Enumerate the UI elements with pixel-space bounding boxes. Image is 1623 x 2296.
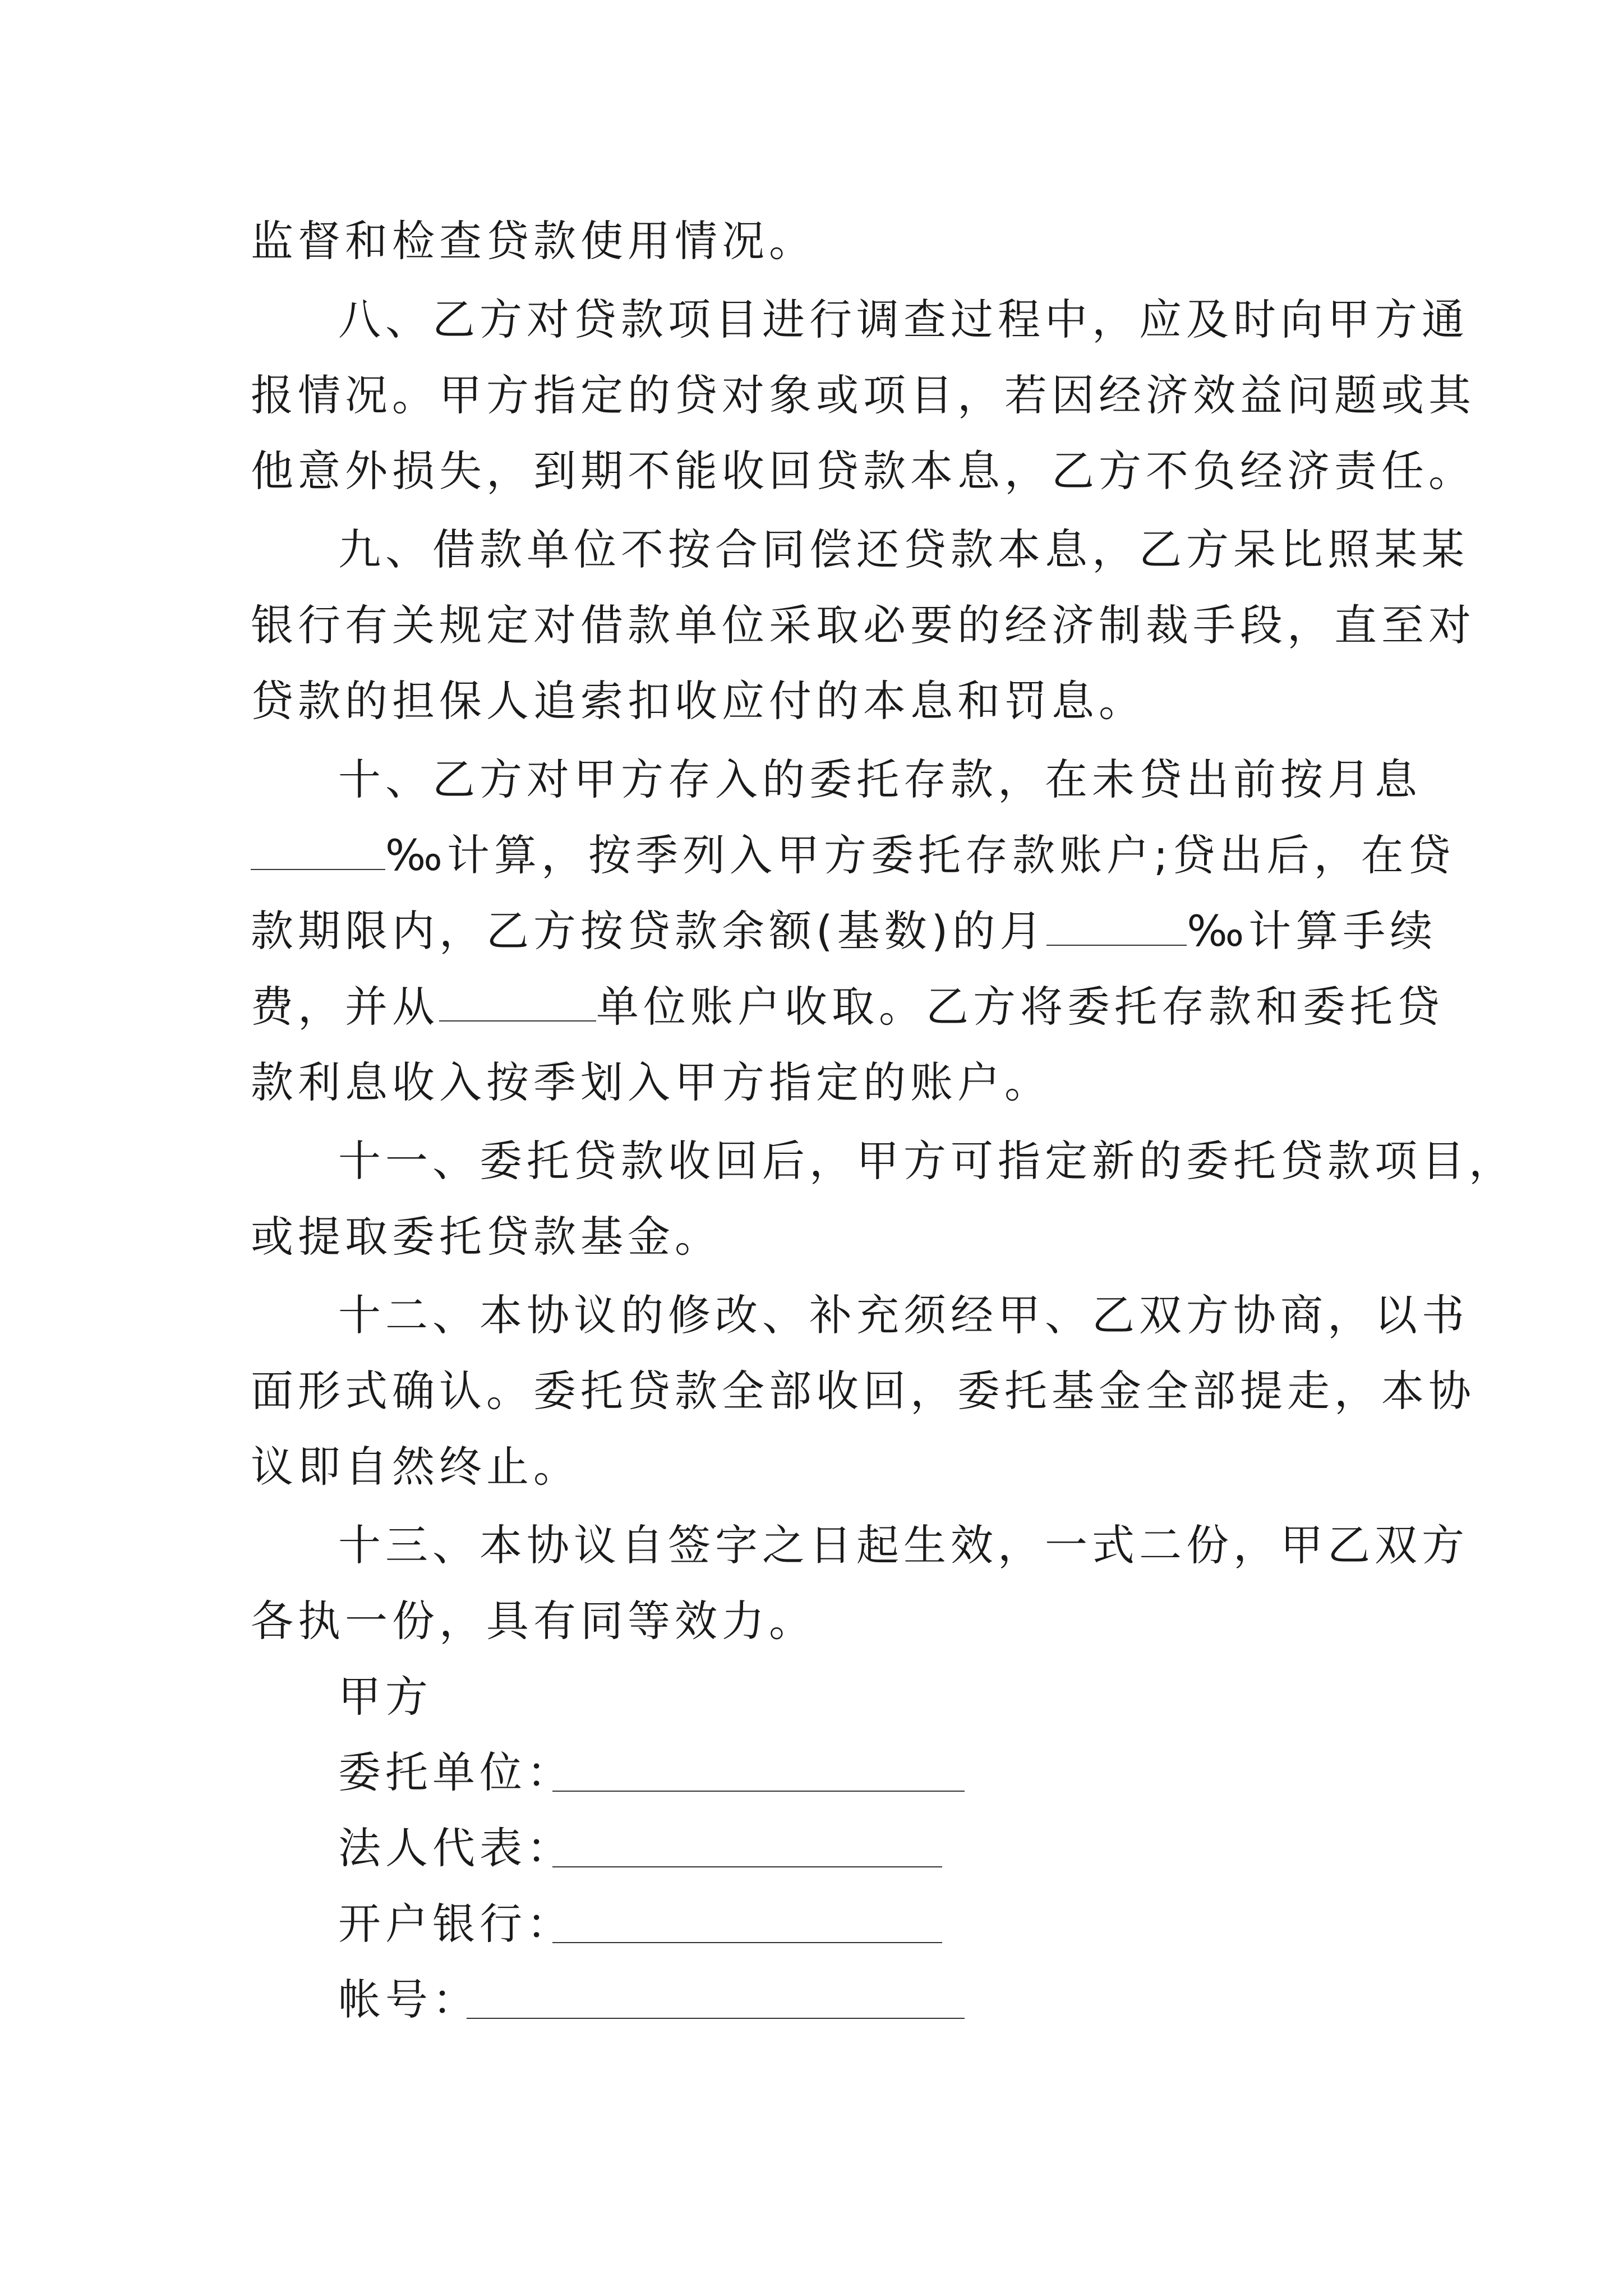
paragraph-11-line-2: 或提取委托贷款基金。	[251, 1212, 722, 1262]
paragraph-11-line-1: 十一、委托贷款收回后，甲方可指定新的委托贷款项目，	[338, 1136, 1516, 1186]
paragraph-7-tail: 监督和检查贷款使用情况。	[251, 216, 816, 266]
paragraph-8-line-3: 他意外损失，到期不能收回贷款本息，乙方不负经济责任。	[251, 446, 1476, 496]
paragraph-10-line-3-text-b: ‰计算手续	[1187, 906, 1437, 956]
paragraph-10-line-5: 款利息收入按季划入甲方指定的账户。	[251, 1057, 1052, 1107]
paragraph-10-line-4-text-b: 单位账户收取。乙方将委托存款和委托贷	[596, 982, 1444, 1032]
paragraph-10-line-2-text: ‰计算，按季列入甲方委托存款账户;贷出后，在贷	[385, 830, 1455, 880]
paragraph-10-line-1: 十、乙方对甲方存入的委托存款，在未贷出前按月息	[338, 754, 1422, 804]
paragraph-9-line-2: 银行有关规定对借款单位采取必要的经济制裁手段，直至对	[251, 600, 1476, 650]
paragraph-13-line-2: 各执一份，具有同等效力。	[251, 1596, 816, 1646]
paragraph-10-line-4-text-a: 费，并从	[251, 982, 439, 1032]
fee-rate-blank[interactable]	[1046, 908, 1187, 946]
paragraph-10-line-3-text-a: 款期限内，乙方按贷款余额(基数)的月	[251, 906, 1047, 956]
client-unit-label: 委托单位：	[338, 1747, 574, 1797]
client-unit-field[interactable]	[552, 1789, 965, 1792]
bank-field[interactable]	[552, 1941, 942, 1943]
account-label: 帐号：	[338, 1975, 479, 2024]
paragraph-9-line-1: 九、借款单位不按合同偿还贷款本息，乙方呆比照某某	[338, 524, 1469, 574]
paragraph-8-line-2: 报情况。甲方指定的贷对象或项目，若因经济效益问题或其	[251, 370, 1476, 420]
paragraph-12-line-1: 十二、本协议的修改、补充须经甲、乙双方协商，以书	[338, 1290, 1469, 1340]
paragraph-10-line-3	[251, 903, 1437, 959]
legal-rep-field[interactable]	[552, 1865, 942, 1867]
bank-label: 开户银行：	[338, 1899, 574, 1949]
payer-unit-blank[interactable]	[439, 983, 596, 1022]
party-a-heading: 甲方	[338, 1672, 432, 1722]
paragraph-12-line-3: 议即自然终止。	[251, 1442, 580, 1492]
paragraph-13-line-1: 十三、本协议自签字之日起生效，一式二份，甲乙双方	[338, 1520, 1469, 1570]
paragraph-10-line-4	[251, 979, 1444, 1035]
monthly-rate-blank[interactable]	[251, 832, 385, 870]
paragraph-9-line-3: 贷款的担保人追索扣收应付的本息和罚息。	[251, 676, 1146, 726]
paragraph-8-line-1: 八、乙方对贷款项目进行调查过程中，应及时向甲方通	[338, 295, 1469, 344]
paragraph-10-line-2	[251, 827, 1455, 884]
account-field[interactable]	[467, 2017, 965, 2019]
paragraph-12-line-2: 面形式确认。委托贷款全部收回，委托基金全部提走，本协	[251, 1366, 1476, 1416]
legal-rep-label: 法人代表：	[338, 1823, 574, 1873]
